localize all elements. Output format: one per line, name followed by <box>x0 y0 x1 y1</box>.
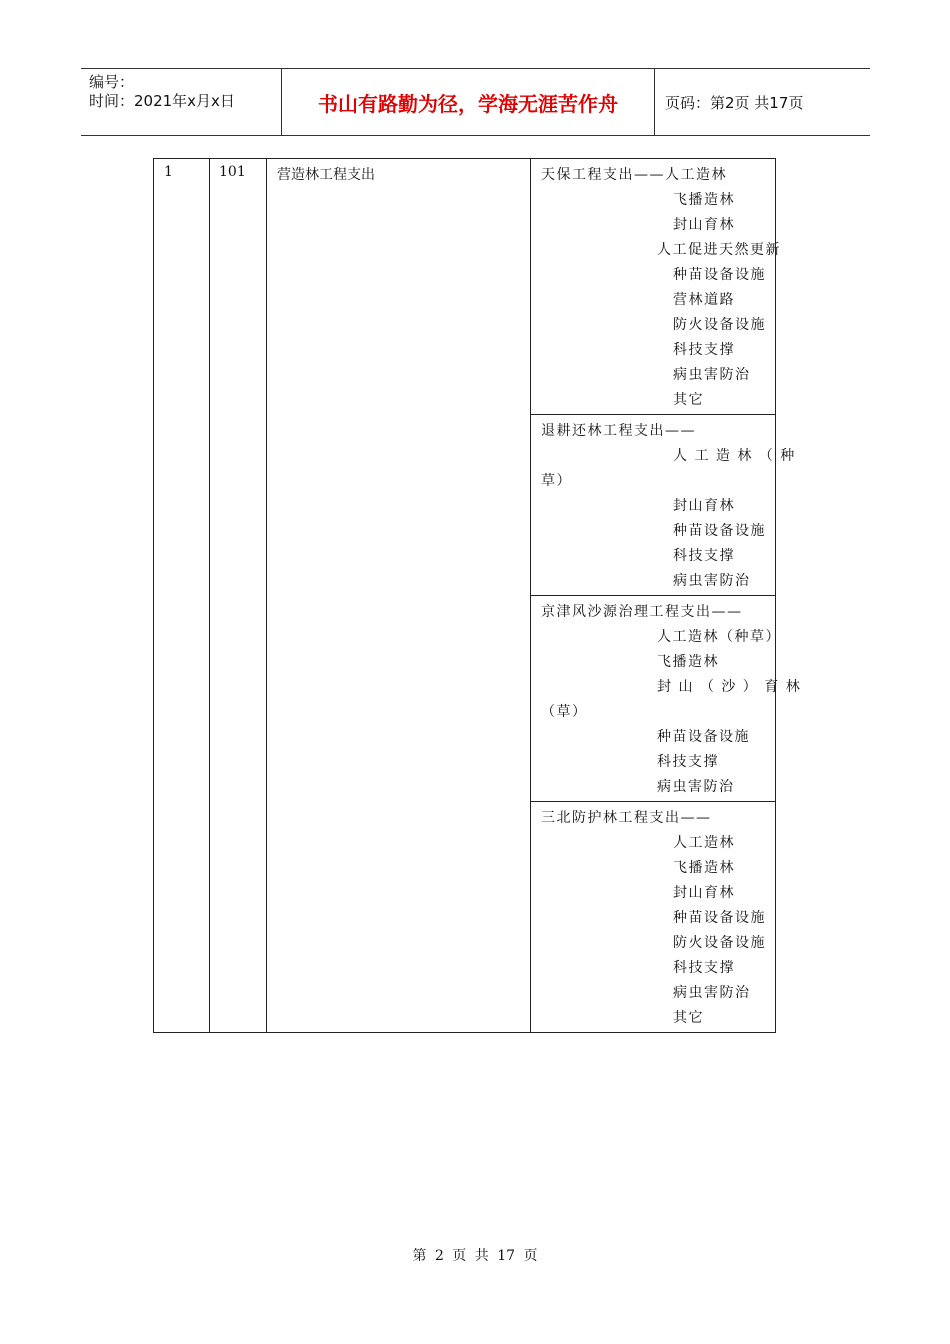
header-meta <box>81 69 281 135</box>
number-label: 编号： <box>89 73 135 91</box>
group-tuigeng <box>531 415 796 596</box>
list-item: 封山育林 <box>673 885 735 901</box>
group-title: 退耕还林工程支出—— <box>541 423 696 439</box>
table-row <box>154 159 776 415</box>
list-item: 其它 <box>673 392 704 408</box>
header-motto: 书山有路勤为径，学海无涯苦作舟 <box>281 69 655 135</box>
list-item: 防火设备设施 <box>673 935 766 951</box>
list-item: 科技支撑 <box>673 342 735 358</box>
list-item: 种苗设备设施 <box>673 910 766 926</box>
list-item-wrap: 草） <box>541 473 572 489</box>
list-item: 人工促进天然更新 <box>657 242 781 258</box>
group-title: 天保工程支出——人工造林 <box>541 167 727 183</box>
list-item: 封山育林 <box>673 498 735 514</box>
cell-code: 101 <box>210 159 267 1033</box>
list-item: 防火设备设施 <box>673 317 766 333</box>
list-item: 封 山 （ 沙 ） 育 林 <box>657 679 802 695</box>
cell-index: 1 <box>154 159 210 1033</box>
list-item: 飞播造林 <box>673 860 735 876</box>
group-tianbao <box>531 159 781 415</box>
list-item: 其它 <box>673 1010 704 1026</box>
list-item: 封山育林 <box>673 217 735 233</box>
list-item: 人工造林 <box>673 835 735 851</box>
list-item: 科技支撑 <box>657 754 719 770</box>
page-footer: 第 2 页 共 17 页 <box>412 1248 538 1264</box>
list-item: 科技支撑 <box>673 548 735 564</box>
list-item: 病虫害防治 <box>673 573 751 589</box>
list-item: 病虫害防治 <box>673 985 751 1001</box>
list-item: 飞播造林 <box>673 192 735 208</box>
list-item: 科技支撑 <box>673 960 735 976</box>
list-item: 飞播造林 <box>657 654 719 670</box>
list-item-wrap: （草） <box>541 704 588 720</box>
cell-category: 营造林工程支出 <box>267 159 531 1033</box>
list-item: 种苗设备设施 <box>673 523 766 539</box>
expense-table <box>153 158 802 1033</box>
header-page-info: 页码：第2页 共17页 <box>665 93 804 112</box>
list-item: 种苗设备设施 <box>673 267 766 283</box>
group-jingjin <box>531 596 802 802</box>
list-item: 营林道路 <box>673 292 735 308</box>
list-item: 种苗设备设施 <box>657 729 750 745</box>
list-item: 病虫害防治 <box>673 367 751 383</box>
time-label: 时间：2021年x月x日 <box>89 92 235 110</box>
page-header <box>81 68 870 136</box>
group-title: 三北防护林工程支出—— <box>541 810 712 826</box>
list-item: 人工造林（种草） <box>657 629 781 645</box>
list-item: 病虫害防治 <box>657 779 735 795</box>
group-title: 京津风沙源治理工程支出—— <box>541 604 743 620</box>
group-sanbei <box>531 802 776 1033</box>
list-item: 人 工 造 林 （ 种 <box>673 448 796 464</box>
